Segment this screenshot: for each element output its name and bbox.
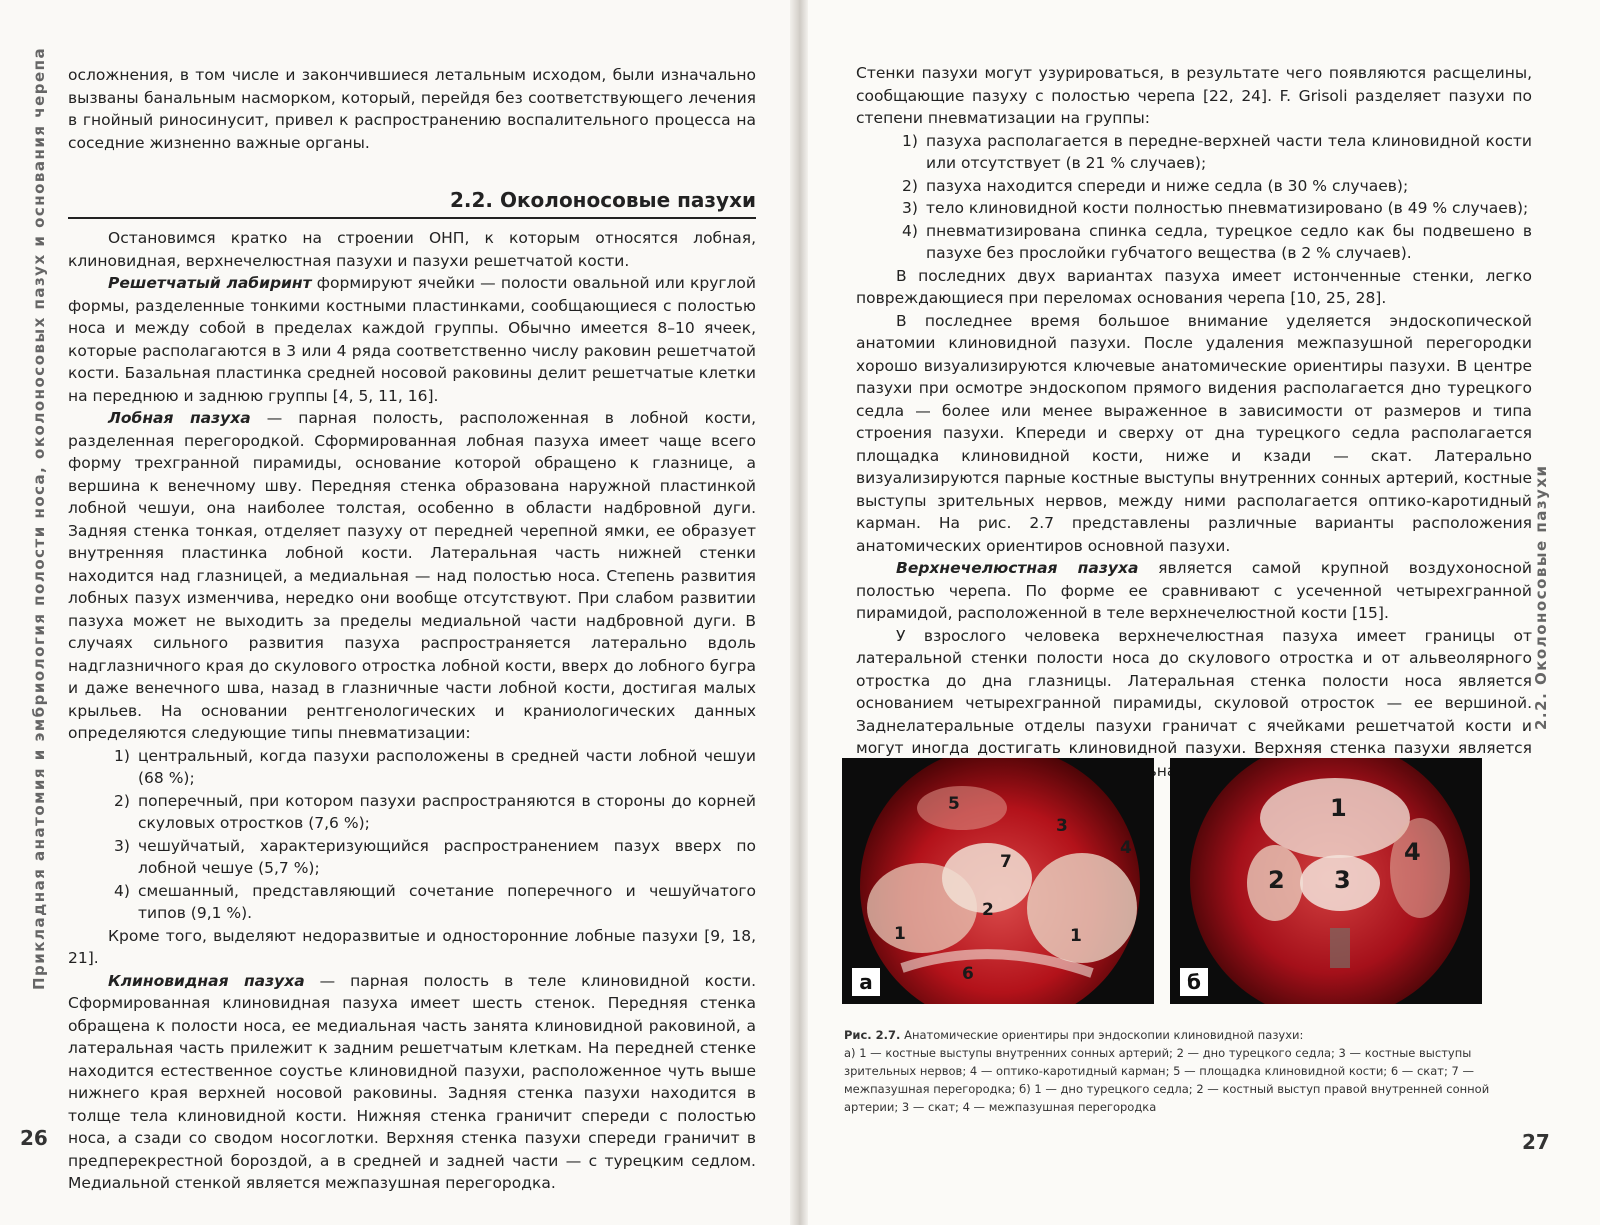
endoscopy-image-a — [842, 758, 1154, 1004]
list-item-number: 2) — [902, 176, 918, 195]
figure-caption — [844, 1026, 1504, 1116]
list-item-number: 1) — [114, 746, 130, 765]
intro-paragraph: осложнения, в том числе и закончившиеся летальным исходом, были изначально вызваны банальным насморком, который, перейдя без соответствующего лечения в гнойный риносинусит, привел к распространению воспалительного процесса на соседние жизненно важные органы. — [68, 66, 756, 152]
caption-heading — [844, 1026, 1504, 1044]
paragraph-maxillary — [856, 557, 1532, 625]
right-running-head: 2.2. Околоносовые пазухи — [1532, 464, 1550, 730]
list-item-number: 1) — [902, 131, 918, 150]
paragraph-frontal — [68, 407, 756, 745]
list-item-text: поперечный, при котором пазухи распространяются в стороны до корней скуловых отростков (7,6 %); — [138, 791, 756, 832]
paragraph-adult-maxillary: У взрослого человека верхнечелюстная пазуха имеет границы от латеральной стенки полости носа до скулового отростка и от альвеолярного отростка до дна глазницы. Латеральная стенка полости носа является основанием четырехгранной пирамиды, скуловой отросток — ее вершиной. Заднелатеральные отделы пазухи граничат с ячейками решетчатой кости и могут иногда достигать клиновидной пазухи. Верхняя стенка пазухи является — [856, 626, 1532, 757]
list-item-text: чешуйчатый, характеризующийся распространением пазух вверх по лобной чешуе (5,7 %); — [138, 836, 756, 877]
marker-a-7: 7 — [1000, 852, 1012, 872]
list-item — [68, 745, 756, 790]
list-item-text: смешанный, представляющий сочетание поперечного и чешуйчатого типов (9,1 %). — [138, 881, 756, 922]
list-item-number: 3) — [902, 199, 918, 217]
marker-a-1-right: 1 — [1070, 926, 1082, 946]
marker-a-4: 4 — [1120, 838, 1132, 858]
paragraph-underdeveloped: Кроме того, выделяют недоразвитые и односторонние лобные пазухи [9, 18, 21]. — [68, 926, 756, 967]
caption-body: а) 1 — костные выступы внутренних сонных артерий; 2 — дно турецкого седла; 3 — костные выступы зрительных нервов; 4 — оптико-каротидный карман; 5 — площадка клиновидной кости; 6 — скат; 7 — межпазушная перегородка; б) 1 — дно турецкого седла; 2 — костный выступ правой внутренней сонной артерии; 3 — скат; 4 — межпазушная перегородка — [844, 1046, 1490, 1114]
page-number-right: 27 — [1522, 1130, 1550, 1154]
list-item-text: пазуха находится спереди и ниже седла (в 30 % случаев); — [926, 176, 1409, 195]
list-item — [68, 835, 756, 880]
marker-b-2: 2 — [1268, 866, 1285, 894]
list-item — [856, 197, 1532, 220]
marker-a-3: 3 — [1056, 816, 1068, 836]
paragraph-walls: Стенки пазухи могут узурироваться, в результате чего появляются расщелины, сообщающие пазуху с полостью черепа [22, 24]. F. Grisoli разделяет пазухи по степени пневматизации на группы: — [856, 64, 1532, 127]
list-item-text: пневматизирована спинка седла, турецкое седло как бы подвешено в пазухе без прослойки губчатого вещества (в 2 % случаев). — [926, 221, 1532, 262]
list-item — [68, 880, 756, 925]
paragraph-maxillary-text: является самой крупной воздухоносной полостью черепа. По форме ее сравнивают с усеченной четырехгранной пирамидой, расположенной в теле верхнечелюстной кости [15]. — [856, 559, 1532, 622]
list-item-number: 4) — [114, 881, 130, 900]
marker-b-3: 3 — [1334, 866, 1351, 894]
marker-a-2: 2 — [982, 900, 994, 920]
endoscopy-photo-b — [1170, 758, 1482, 1004]
marker-a-1-left: 1 — [894, 924, 906, 944]
marker-a-6: 6 — [962, 964, 974, 984]
marker-b-4: 4 — [1404, 838, 1421, 866]
photo-label-a: а — [852, 968, 880, 996]
caption-title: Рис. 2.7. — [844, 1028, 901, 1042]
term-ethmoid: Решетчатый лабиринт — [108, 274, 312, 292]
endoscopy-image-b — [1170, 758, 1482, 1004]
paragraph-ethmoid-text: формируют ячейки — полости овальной или круглой формы, разделенные тонкими костными пластинками, сообщающиеся с полостью носа и между собой в пределах каждой группы. Обычно имеется 8–10 ячеек, которые располагаются в 3 или 4 ряда соответственно числу раковин решетчатой кости. Базальная пластинка средней носовой раковины делит решетчатые клетки на переднюю и заднюю группы [4, 5, 11, 16]. — [68, 274, 756, 405]
paragraph-thin-walls: В последних двух вариантах пазуха имеет истонченные стенки, легко повреждающиеся при переломах основания черепа [10, 25, 28]. — [856, 266, 1532, 307]
list-item — [856, 175, 1532, 198]
paragraph-sphenoid — [68, 970, 756, 1195]
paragraph-onp: Остановимся кратко на строении ОНП, к которым относятся лобная, клиновидная, верхнечелюстная пазухи и пазухи решетчатой кости. — [68, 229, 756, 270]
book-gutter — [790, 0, 808, 1225]
paragraph-endoscopic: В последнее время большое внимание уделяется эндоскопической анатомии клиновидной пазухи. После удаления межпазушной перегородки хорошо визуализируются ключевые анатомические ориентиры пазухи. В центре пазухи при осмотре эндоскопом прямого видения располагается дно турецкого седла — более или менее выраженное в зависимости от размеров и типа строения пазухи. Кпереди и сверху от дна турецкого седла располагается площадка клиновидной кости, ниже и кзади — скат. Латерально визуализируются парные костные выступы внутренних сонных артерий, костные выступы зрительных нервов, между ними располагается оптико-каротидный карман. На рис. 2.7 представлены различные варианты расположения анатомических ориентиров основной пазухи. — [856, 311, 1532, 555]
paragraph-ethmoid — [68, 272, 756, 407]
page-number-left: 26 — [20, 1126, 48, 1150]
list-item-text: пазуха располагается в передне-верхней части тела клиновидной кости или отсутствует (в 21 % случаев); — [926, 131, 1532, 172]
marker-b-1: 1 — [1330, 794, 1347, 822]
marker-a-5: 5 — [948, 794, 960, 814]
list-item-number: 4) — [902, 221, 918, 240]
term-sphenoid: Клиновидная пазуха — [108, 971, 305, 990]
photo-label-b: б — [1180, 968, 1208, 996]
list-item — [856, 220, 1532, 265]
pneumatization-types-list — [68, 745, 756, 925]
list-item-text: центральный, когда пазухи расположены в средней части лобной чешуи (68 %); — [138, 746, 756, 787]
left-text-column — [68, 64, 756, 1195]
left-running-head: Прикладная анатомия и эмбриология полости носа, околоносовых пазух и основания черепа — [30, 46, 48, 990]
list-item — [856, 130, 1532, 175]
term-frontal: Лобная пазуха — [108, 409, 251, 427]
section-heading: 2.2. Околоносовые пазухи — [68, 188, 756, 219]
paragraph-sphenoid-text: — парная полость в теле клиновидной кости. Сформированная клиновидная пазуха имеет шесть стенок. Передняя стенка обращена к полости носа, ее медиальная часть занята клиновидной раковиной, а латеральная часть прилежит к задним решетчатым клеткам. На передней стенке находится естественное соустье клиновидной пазухи, расположенное чуть выше нижнего края верхней носовой раковины. Задняя стенка пазухи находится в толще тела клиновидной кости. Нижняя стенка граничит спереди с полостью носа, а сзади со сводом носоглотки. Верхняя стенка пазухи спереди граничит в предперекрестной бороздой, а в средней и задней части — с турецким седлом. Медиальной стенкой является межпазушная перегородка. — [68, 971, 756, 1192]
caption-lead: Анатомические ориентиры при эндоскопии клиновидной пазухи: — [900, 1028, 1304, 1042]
term-maxillary: Верхнечелюстная пазуха — [896, 559, 1139, 577]
list-item-text: тело клиновидной кости полностью пневматизировано (в 49 % случаев); — [926, 199, 1529, 217]
list-item — [68, 790, 756, 835]
list-item-number: 2) — [114, 791, 130, 810]
paragraph-frontal-text: — парная полость, расположенная в лобной кости, разделенная перегородкой. Сформированная лобная пазуха имеет чаще всего форму трехгранной пирамиды, основание которой обращено к глазнице, а вершина к венечному шву. Передняя стенка образована наружной пластинкой лобной чешуи, она наиболее толстая, особенно в области надбровной дуги. Задняя стенка тонкая, отделяет пазуху от передней черепной ямки, ее образует внутренняя пластинка лобной кости. Латеральная часть нижней стенки находится над глазницей, а медиальная — над полостью носа. Степень развития лобных пазух изменчива, нередко они вообще отсутствуют. При слабом развитии пазуха может не выходить за пределы медиальной части надбровной дуги. В случаях сильного развития пазуха распространяется латерально вдоль надглазничного края до скулового отростка лобной кости, вверх до лобного бугра и даже венечного шва, назад в глазничные части лобной кости, достигая малых крыльев. На основании рентгенологических и краниологических данных определяются следующие типы пневматизации: — [68, 409, 756, 742]
endoscopy-photo-a — [842, 758, 1154, 1004]
grisoli-groups-list — [856, 130, 1532, 265]
list-item-number: 3) — [114, 836, 130, 855]
right-text-column — [856, 62, 1532, 782]
